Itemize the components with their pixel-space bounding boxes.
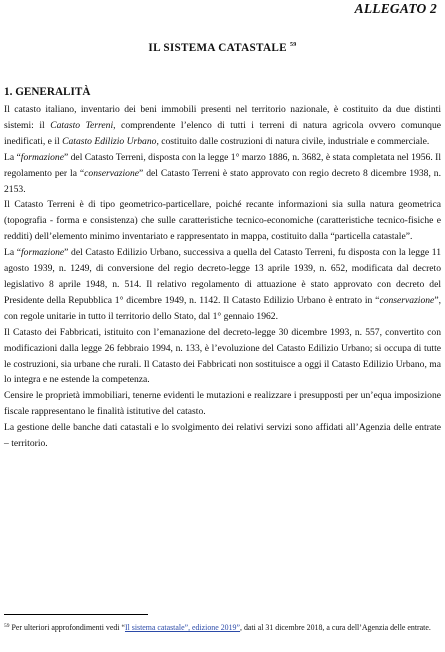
- section-heading: 1. GENERALITÀ: [4, 86, 91, 98]
- paragraph-2: La “formazione” del Catasto Terreni, disposta con la legge 1° marzo 1886, n. 3682, è stata completata nel 1956. Il regolamento per la “conservazione” del Catasto Terreni è stato approvato con regio decreto 8 dicembre 1938, n. 2153.: [4, 151, 441, 195]
- footnote-link[interactable]: Il sistema catastale”, edizione 2019”: [124, 623, 241, 632]
- paragraph-3: Il Catasto Terreni è di tipo geometrico-particellare, poiché recante informazioni sia sulla natura geometrica (topografia - forma e consistenza) che sulle caratteristiche tecnico-economiche (caratteristiche tecnico-fisiche e redditi) dell’elemento minimo inventariato e rappresentato in mappa, costituito dalla “particella catastale”.: [4, 199, 441, 243]
- allegato-label: ALLEGATO 2: [354, 1, 437, 16]
- paragraph-6: Censire le proprietà immobiliari, tenerne evidenti le mutazioni e realizzare i presupposti per un’equa imposizione fiscale rappresentano le finalità istitutive del catasto.: [4, 390, 441, 418]
- paragraph-1: Il catasto italiano, inventario dei beni immobili presenti nel territorio nazionale, è costituito da due distinti sistemi: il Catasto Terreni, comprendente l’elenco di tutti i terreni di natura agricola ovvero comunque inedificati, e il Catasto Edilizio Urbano, costituito dalle costruzioni di natura civile, industriale e commerciale.: [4, 104, 441, 147]
- paragraph-4: La “formazione” del Catasto Edilizio Urbano, successiva a quella del Catasto Terreni, fu disposta con la legge 11 agosto 1939, n. 1249, di conversione del regio decreto-legge 13 aprile 1939, n. 652, modificata dal decreto legislativo 8 aprile 1948, n. 514. Il relativo regolamento di attuazione è stato approvato con decreto del Presidente della Repubblica 1° dicembre 1949, n. 1142. Il Catasto Edilizio Urbano è entrato in “conservazione”, con regole unitarie in tutto il territorio dello Stato, dal 1° gennaio 1962.: [4, 247, 442, 322]
- footnote-ref: 59: [4, 623, 10, 629]
- body-text: [4, 102, 441, 452]
- footnote-divider: [4, 614, 148, 615]
- document-title: [4, 42, 441, 54]
- footnote-text-before: Per ulteriori approfondimenti vedi “: [9, 623, 125, 632]
- footnote: [4, 620, 441, 635]
- title-text: IL SISTEMA CATASTALE: [148, 42, 287, 54]
- paragraph-7: La gestione delle banche dati catastali e lo svolgimento dei relativi servizi sono affidati all’Agenzia delle entrate – territorio.: [4, 422, 441, 450]
- footnote-text-after: , dati al 31 dicembre 2018, a cura dell’Agenzia delle entrate.: [240, 623, 431, 632]
- title-footnote-ref: 59: [289, 42, 297, 48]
- paragraph-5: Il Catasto dei Fabbricati, istituito con l’emanazione del decreto-legge 30 dicembre 1993, n. 557, convertito con modificazioni dalla legge 26 febbraio 1994, n. 133, è l’evoluzione del Catasto Edilizio Urbano; si occupa di tutte le costruzioni, sia urbane che rurali. Il Catasto dei Fabbricati non sostituisce a oggi il Catasto Edilizio Urbano, ma lo integra e ne estende la competenza.: [4, 326, 441, 386]
